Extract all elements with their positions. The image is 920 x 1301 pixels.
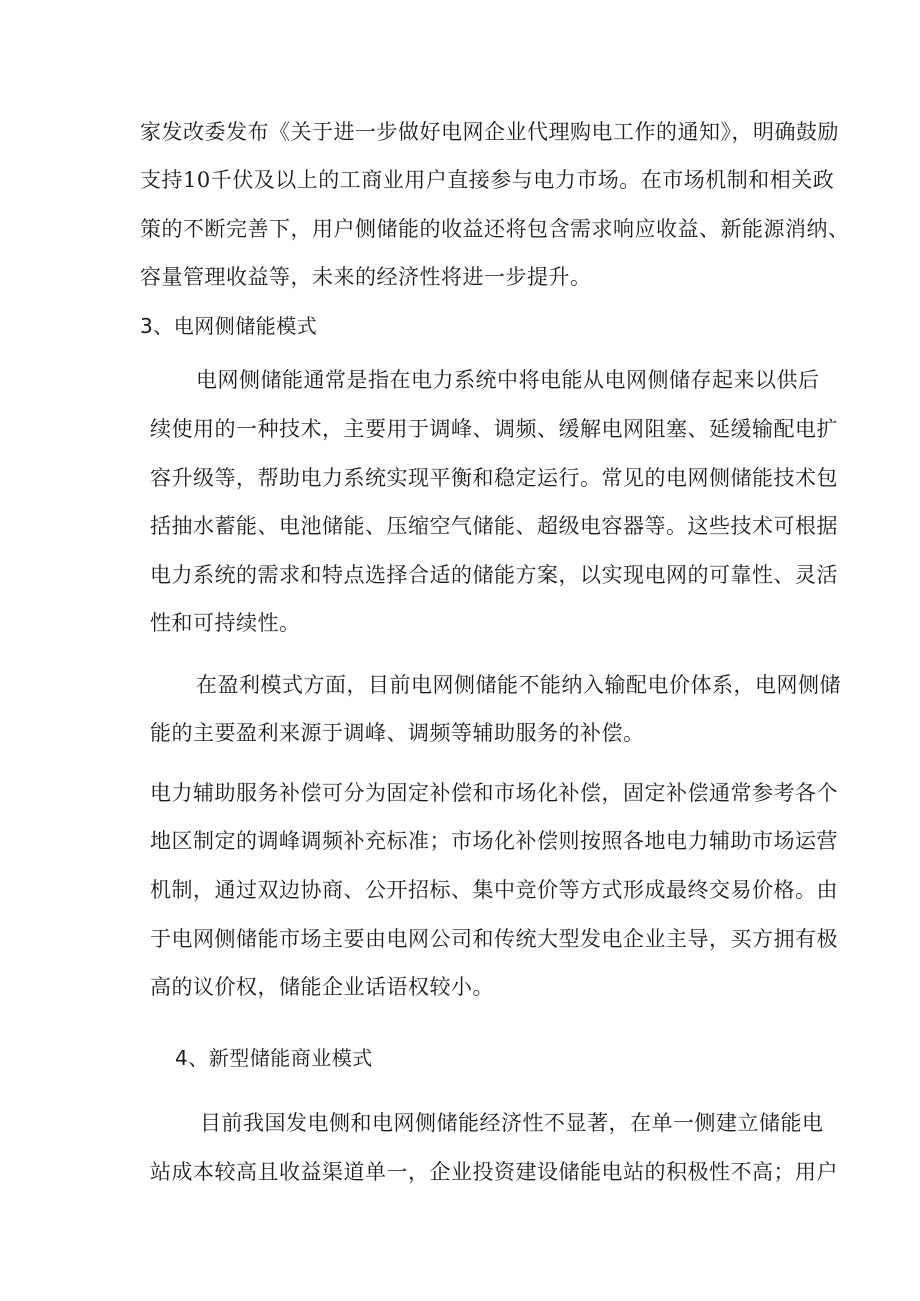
paragraph-line: 容量管理收益等，未来的经济性将进一步提升。 [140,265,592,289]
paragraph-line: 能的主要盈利来源于调峰、调频等辅助服务的补偿。 [150,721,645,745]
paragraph-line: 在盈利模式方面，目前电网侧储能不能纳入输配电价体系，电网侧储 [196,673,841,697]
paragraph-line: 机制，通过双边协商、公开招标、集中竞价等方式形成最终交易价格。由 [150,878,838,902]
paragraph-line: 站成本较高且收益渠道单一，企业投资建设储能电站的积极性不高；用户 [150,1160,838,1184]
paragraph-line: 电力辅助服务补偿可分为固定补偿和市场化补偿，固定补偿通常参考各个 [150,781,838,805]
paragraph-line: 续使用的一种技术，主要用于调峰、调频、缓解电网阻塞、延缓输配电扩 [150,417,838,441]
section-heading-4: 4、新型储能商业模式 [175,1046,373,1070]
paragraph-line: 括抽水蓄能、电池储能、压缩空气储能、超级电容器等。这些技术可根据 [150,514,838,538]
paragraph-line: 支持10千伏及以上的工商业用户直接参与电力市场。在市场机制和相关政 [140,168,835,192]
section-heading-3: 3、电网侧储能模式 [140,314,318,338]
paragraph-line: 容升级等，帮助电力系统实现平衡和稳定运行。常见的电网侧储能技术包 [150,466,838,490]
paragraph-line: 电网侧储能通常是指在电力系统中将电能从电网侧储存起来以供后 [196,368,820,392]
paragraph-line: 于电网侧储能市场主要由电网公司和传统大型发电企业主导，买方拥有极 [150,927,838,951]
paragraph-line: 家发改委发布《关于进一步做好电网企业代理购电工作的通知》，明确鼓励 [140,120,839,144]
paragraph-line: 性和可持续性。 [150,611,301,635]
paragraph-line: 目前我国发电侧和电网侧储能经济性不显著，在单一侧建立储能电 [200,1111,824,1135]
paragraph-line: 高的议价权，储能企业话语权较小。 [150,975,494,999]
paragraph-line: 策的不断完善下，用户侧储能的收益还将包含需求响应收益、新能源消纳、 [140,217,850,241]
paragraph-line: 电力系统的需求和特点选择合适的储能方案，以实现电网的可靠性、灵活 [150,563,838,587]
paragraph-line: 地区制定的调峰调频补充标准；市场化补偿则按照各地电力辅助市场运营 [150,829,838,853]
